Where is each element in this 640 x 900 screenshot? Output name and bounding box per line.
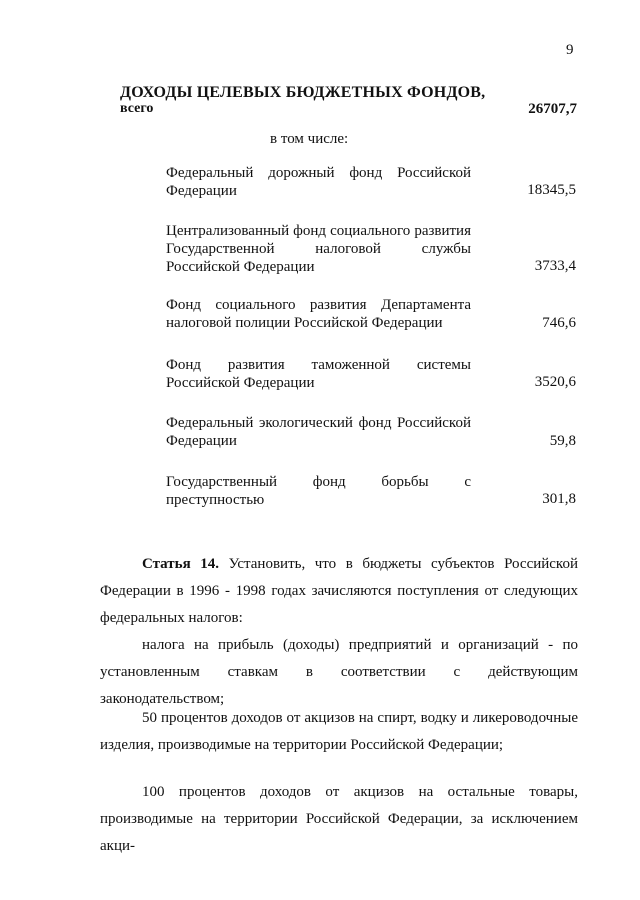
fund-value-customs: 3520,6 [534,374,576,390]
fund-name-crime: Государственный фонд борьбы с преступностью [166,474,471,508]
article-item-profit-tax: налога на прибыль (доходы) предприятий и организаций - по установленным ставкам в соответствии с действующим законодательством; [100,637,578,707]
page-number: 9 [566,42,574,58]
article-intro-text: Установить, что в бюджеты субъектов Российской Федерации в 1996 - 1998 годах зачисляются поступления от следующих федеральных налогов: [100,556,578,626]
including-label: в том числе: [270,131,349,147]
fund-value-road: 18345,5 [527,182,576,198]
fund-name-customs: Фонд развития таможенной системы Российской Федерации [166,357,471,391]
fund-name-ecology: Федеральный экологический фонд Российской Федерации [166,415,471,449]
fund-name-tax-service: Централизованный фонд социального развития Государственной налоговой службы Российской Федерации [166,223,471,275]
fund-value-tax-service: 3733,4 [534,258,576,274]
section-heading: ДОХОДЫ ЦЕЛЕВЫХ БЮДЖЕТНЫХ ФОНДОВ, [120,84,486,101]
fund-name-tax-police: Фонд социального развития Департамента налоговой полиции Российской Федерации [166,297,471,331]
article-item-alcohol-excise: 50 процентов доходов от акцизов на спирт, водку и ликероводочные изделия, производимые на территории Российской Федерации; [100,710,578,753]
article-label: Статья 14. [142,556,220,572]
total-label: всего [120,101,154,116]
article-item-other-excise: 100 процентов доходов от акцизов на остальные товары, производимые на территории Российской Федерации, за исключением акци- [100,784,578,854]
article-14-intro [100,551,578,632]
fund-value-ecology: 59,8 [549,433,576,449]
fund-value-tax-police: 746,6 [542,315,576,331]
fund-value-crime: 301,8 [542,491,576,507]
total-value: 26707,7 [528,101,577,117]
fund-name-road: Федеральный дорожный фонд Российской Федерации [166,165,471,199]
